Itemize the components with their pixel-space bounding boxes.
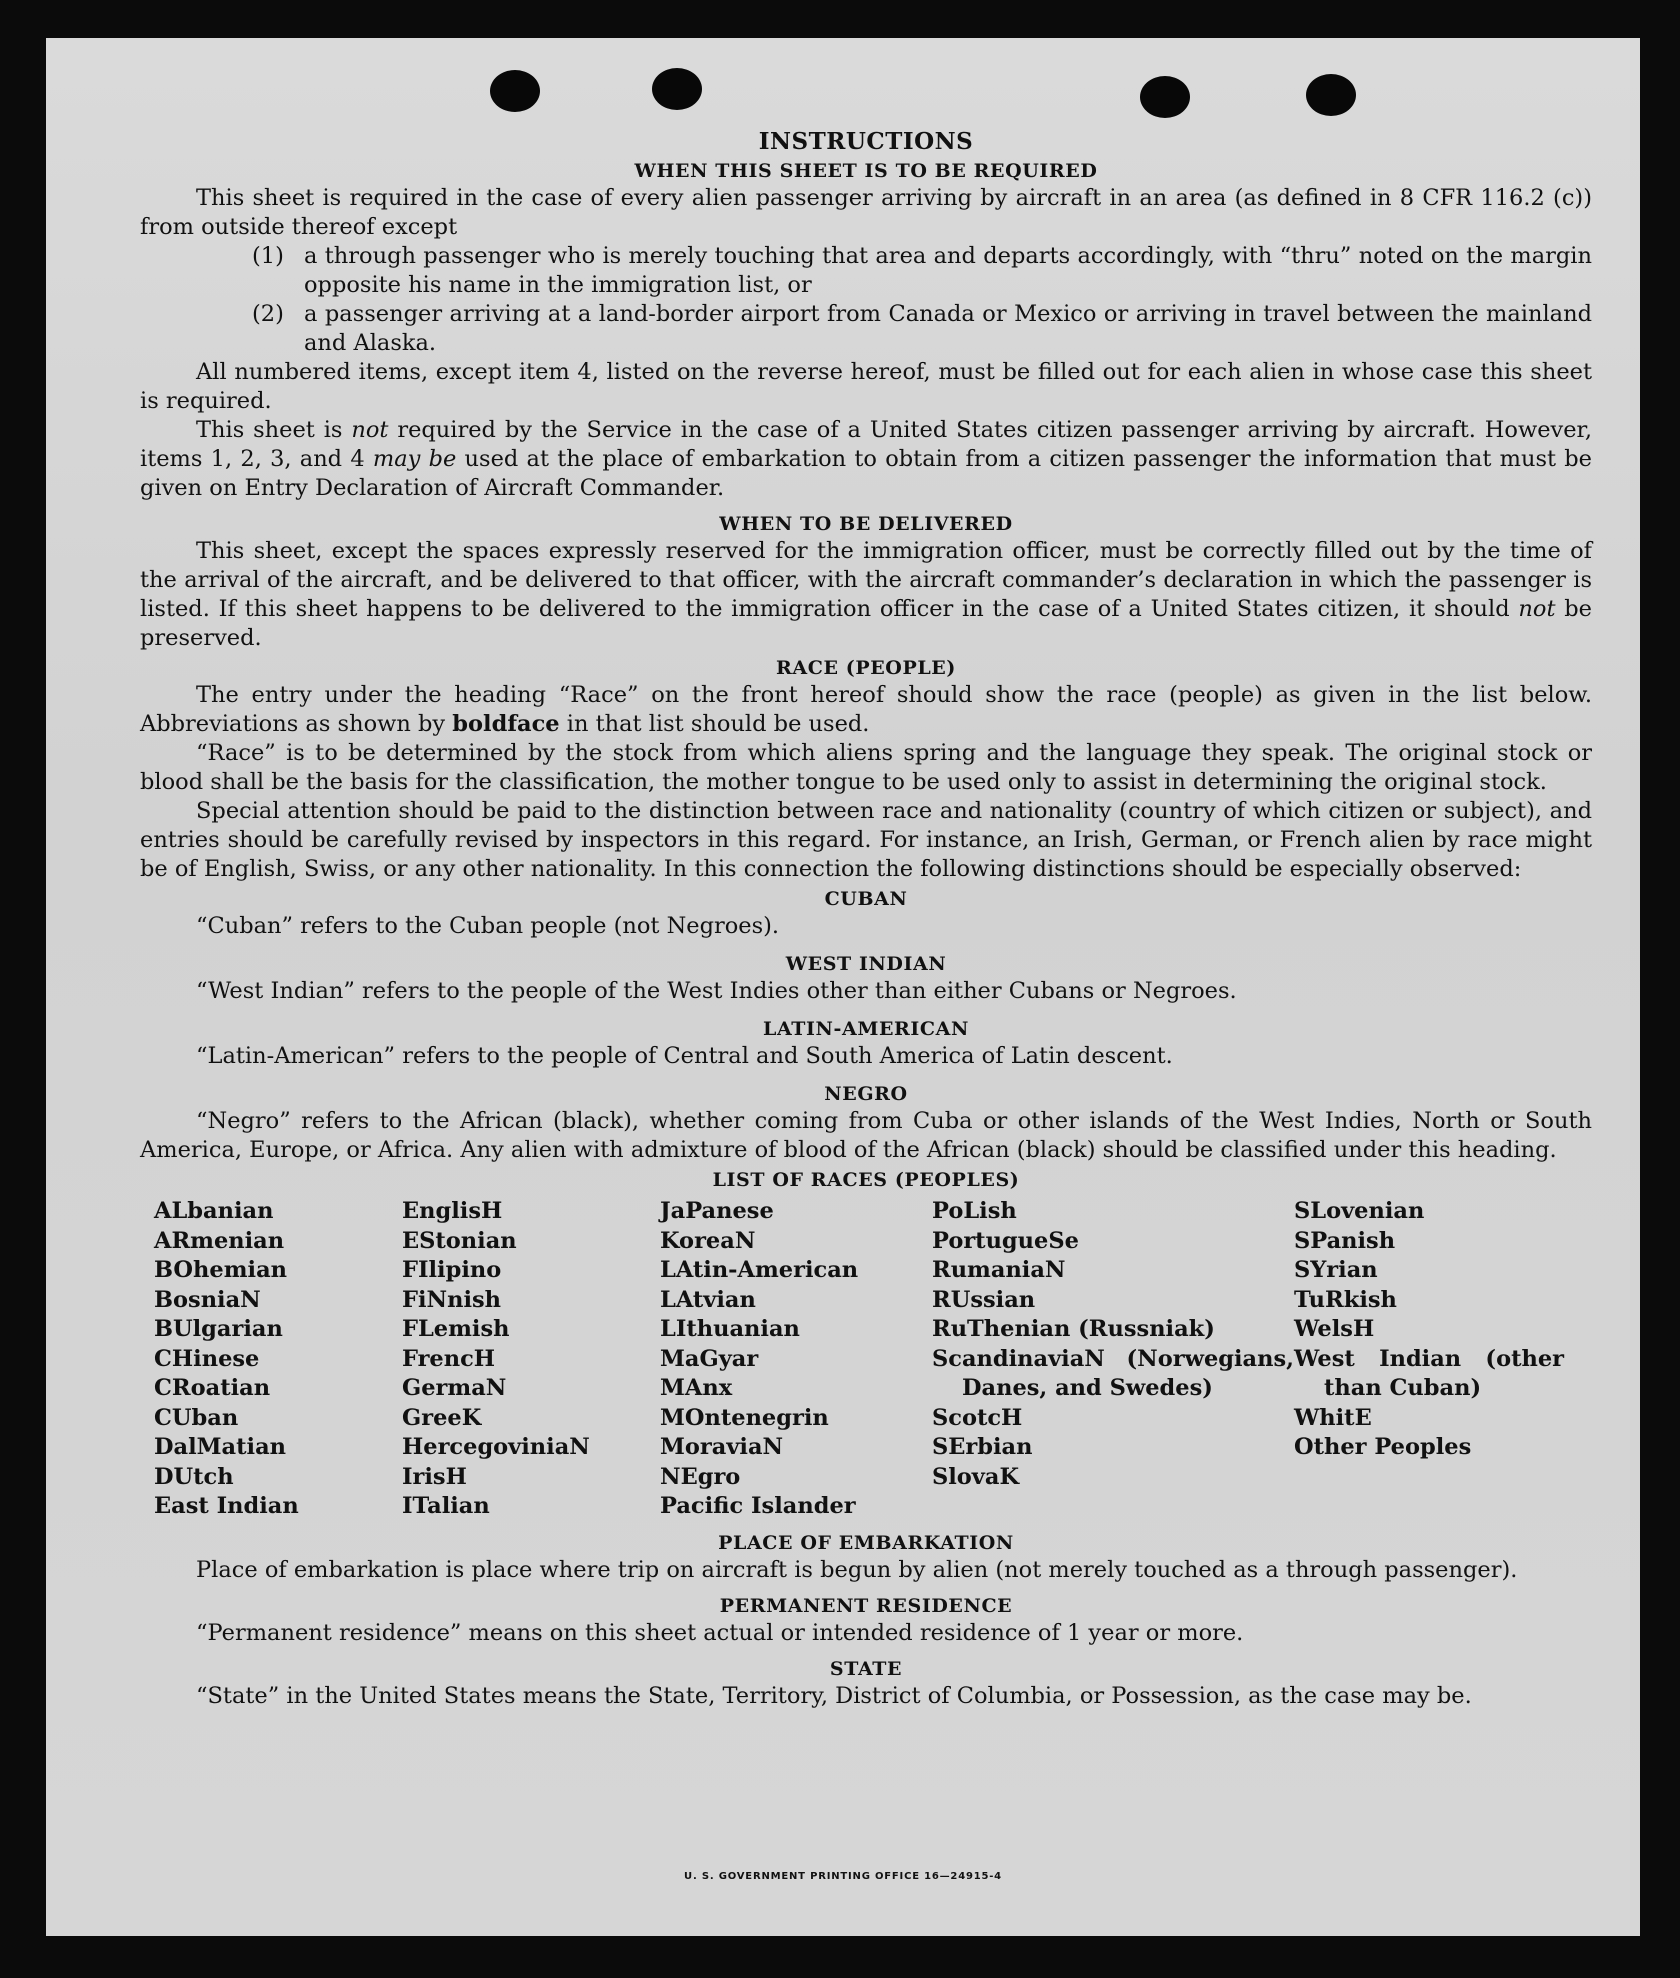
race-entry: CUban <box>154 1404 239 1431</box>
race-entry: EnglisH <box>402 1198 503 1224</box>
race-entry: SErbian <box>932 1434 1033 1460</box>
heading-cuban: CUBAN <box>824 888 908 910</box>
race-entry: BUlgarian <box>154 1316 283 1342</box>
exception-number: (1) <box>252 243 284 269</box>
west-indian-text: “West Indian” refers to the people of the West Indies other than either Cubans or Negroes. <box>196 978 1237 1004</box>
race-entry: FIlipino <box>402 1257 502 1283</box>
punch-hole-1 <box>490 70 540 112</box>
exception-item-1 <box>252 242 1592 300</box>
race-entry: EStonian <box>402 1227 517 1254</box>
race-para-3: Special attention should be paid to the distinction between race and nationality (country of which citizen or subject), and entries should be carefully revised by inspectors in this regard. For instance, an Irish, German, or French alien by race might be of English, Swiss, or any other nationality. In this connection the following distinctions should be especially observed: <box>140 798 1592 882</box>
race-entry: IrisH <box>402 1463 467 1490</box>
race-column-4 <box>932 1197 1294 1522</box>
race-entry: BosniaN <box>154 1286 261 1313</box>
page-title: INSTRUCTIONS <box>758 128 974 155</box>
printing-office-footer: U. S. GOVERNMENT PRINTING OFFICE 16—24915-4 <box>684 1871 1002 1882</box>
race-entry: RumaniaN <box>932 1257 1066 1283</box>
race-entry: MoraviaN <box>660 1434 784 1460</box>
residence-text: “Permanent residence” means on this sheet actual or intended residence of 1 year or more. <box>196 1619 1244 1646</box>
text-span: used at the place of embarkation to obtain from a citizen passenger the information that must be given on Entry Declaration of Aircraft Commander. <box>140 446 1592 501</box>
race-entry: ALbanian <box>154 1198 274 1224</box>
heading-list-of-races: LIST OF RACES (PEOPLES) <box>712 1169 1020 1191</box>
cuban-text: “Cuban” refers to the Cuban people (not Negroes). <box>196 913 780 939</box>
state-text: “State” in the United States means the State, Territory, District of Columbia, or Possession, as the case may be. <box>196 1682 1472 1709</box>
heading-when-required: WHEN THIS SHEET IS TO BE REQUIRED <box>634 160 1098 182</box>
race-entry: ITalian <box>402 1493 490 1519</box>
latin-american-text: “Latin-American” refers to the people of Central and South America of Latin descent. <box>196 1043 1173 1069</box>
race-entry: RUssian <box>932 1286 1036 1313</box>
race-entry: LAtvian <box>660 1286 756 1313</box>
race-entry: Other Peoples <box>1294 1434 1472 1460</box>
required-intro: This sheet is required in the case of every alien passenger arriving by aircraft in an area (as defined in 8 CFR 116.2 (c)) from outside thereof except <box>140 185 1592 240</box>
heading-negro: NEGRO <box>824 1083 908 1105</box>
emphasis: not <box>351 417 389 443</box>
race-entry: HercegoviniaN <box>402 1434 590 1460</box>
race-entry: CRoatian <box>154 1375 271 1401</box>
punch-hole-2 <box>652 68 702 110</box>
race-para-1 <box>140 681 1592 739</box>
race-column-5 <box>1294 1197 1564 1522</box>
instructions-content <box>140 128 1592 1711</box>
exception-text: a passenger arriving at a land-border airport from Canada or Mexico or arriving in travel between the mainland and Alaska. <box>304 301 1592 356</box>
race-entry: MAnx <box>660 1375 733 1401</box>
emphasis: may be <box>372 446 457 472</box>
race-entry: LAtin-American <box>660 1257 859 1283</box>
race-entry: MaGyar <box>660 1345 759 1372</box>
heading-latin-american: LATIN-AMERICAN <box>763 1018 969 1040</box>
punch-hole-4 <box>1306 74 1356 116</box>
race-para-2: “Race” is to be determined by the stock from which aliens spring and the language they speak. The original stock or blood shall be the basis for the classification, the mother tongue to be used only to assist in determining the original stock. <box>140 740 1592 795</box>
race-entry: PortugueSe <box>932 1227 1079 1254</box>
exception-text: a through passenger who is merely touching that area and departs accordingly, with “thru” noted on the margin opposite his name in the immigration list, or <box>304 243 1592 298</box>
race-entry: NEgro <box>660 1463 741 1490</box>
race-column-2 <box>402 1197 660 1522</box>
race-entry: FiNnish <box>402 1286 502 1313</box>
exception-item-2 <box>252 300 1592 358</box>
heading-state: STATE <box>829 1657 903 1680</box>
race-entry: TuRkish <box>1294 1286 1397 1313</box>
race-entry: SLovenian <box>1294 1198 1425 1224</box>
race-entry: CHinese <box>154 1345 260 1372</box>
document-sheet <box>46 38 1640 1936</box>
race-entry: PoLish <box>932 1198 1017 1224</box>
race-entry: FrencH <box>402 1345 496 1372</box>
race-entry: Pacific Islander <box>660 1493 856 1519</box>
race-entry: ARmenian <box>154 1227 285 1254</box>
race-entry: DUtch <box>154 1463 234 1490</box>
race-entry: SYrian <box>1294 1257 1378 1283</box>
race-entry: FLemish <box>402 1316 510 1342</box>
bold-word: boldface <box>452 711 560 737</box>
race-entry: GermaN <box>402 1375 507 1401</box>
race-entry: East Indian <box>154 1493 299 1519</box>
race-entry: West Indian (other than Cuban) <box>1294 1345 1564 1401</box>
text-span: be preserved. <box>140 596 1592 651</box>
race-entry: KoreaN <box>660 1227 756 1254</box>
race-entry: SPanish <box>1294 1227 1396 1254</box>
exception-number: (2) <box>252 301 284 327</box>
delivered-text <box>140 537 1592 653</box>
heading-race: RACE (PEOPLE) <box>776 657 956 679</box>
race-entry: ScotcH <box>932 1404 1023 1431</box>
race-entry: WelsH <box>1294 1316 1375 1342</box>
text-span: The entry under the heading “Race” on the front hereof should show the race (people) as given in the list below. Abbreviations as shown by <box>140 682 1592 737</box>
text-span: required by the Service in the case of a United States citizen passenger arriving by aircraft. However, items 1, 2, 3, and 4 <box>140 417 1592 472</box>
required-para-items: All numbered items, except item 4, listed on the reverse hereof, must be filled out for each alien in whose case this sheet is required. <box>140 359 1592 414</box>
heading-west-indian: WEST INDIAN <box>785 953 947 975</box>
text-span: This sheet is <box>196 417 352 443</box>
text-span: in that list should be used. <box>559 711 870 737</box>
race-entry: RuThenian (Russniak) <box>932 1316 1215 1342</box>
embarkation-text: Place of embarkation is place where trip on aircraft is begun by alien (not merely touched as a through passenger). <box>196 1556 1518 1583</box>
heading-embarkation: PLACE OF EMBARKATION <box>718 1531 1014 1554</box>
race-entry: MOntenegrin <box>660 1404 829 1431</box>
race-entry: SlovaK <box>932 1463 1020 1490</box>
heading-when-delivered: WHEN TO BE DELIVERED <box>719 513 1013 535</box>
race-entry: ScandinaviaN (Norwegians, Danes, and Swedes) <box>932 1345 1294 1401</box>
race-entry: WhitE <box>1294 1404 1372 1431</box>
race-entry: GreeK <box>402 1404 482 1431</box>
heading-permanent-residence: PERMANENT RESIDENCE <box>719 1594 1013 1617</box>
punch-hole-3 <box>1140 76 1190 118</box>
race-entry: JaPanese <box>660 1198 774 1224</box>
race-list <box>154 1197 1592 1522</box>
negro-text: “Negro” refers to the African (black), whether coming from Cuba or other islands of the West Indies, North or South America, Europe, or Africa. Any alien with admixture of blood of the African (black) should be classified under this heading. <box>140 1108 1592 1163</box>
emphasis: not <box>1518 596 1556 622</box>
race-entry: LIthuanian <box>660 1316 800 1342</box>
text-span: This sheet, except the spaces expressly reserved for the immigration officer, must be correctly filled out by the time of the arrival of the aircraft, and be delivered to that officer, with the aircraft commander’s declaration in which the passenger is listed. If this sheet happens to be delivered to the immigration officer in the case of a United States citizen, it should <box>140 538 1592 622</box>
race-entry: DalMatian <box>154 1434 287 1460</box>
required-para-citizen <box>140 416 1592 503</box>
race-column-1 <box>154 1197 402 1522</box>
race-entry: BOhemian <box>154 1257 288 1283</box>
race-column-3 <box>660 1197 932 1522</box>
